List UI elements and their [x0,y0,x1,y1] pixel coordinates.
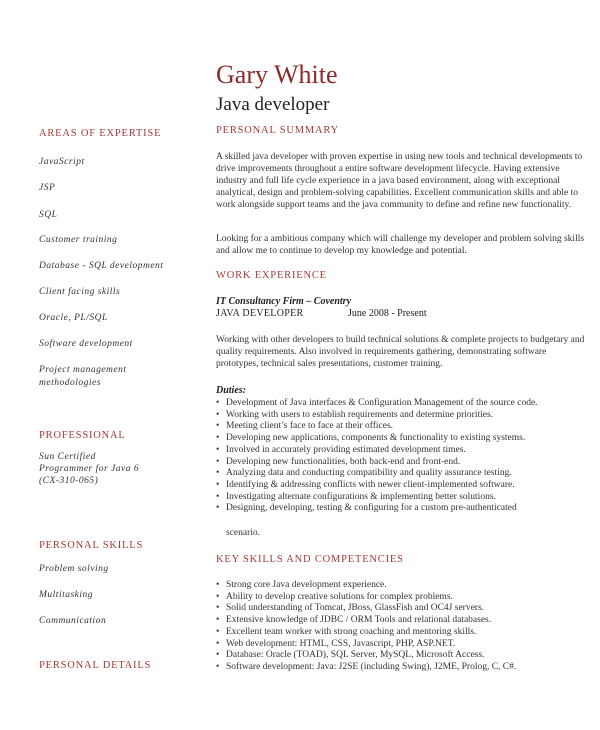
company-name: IT Consultancy Firm – Coventry [216,296,352,307]
job-dates: June 2008 - Present [348,308,427,319]
skill-item: • Web development: HTML, CSS, Javascript, PHP, ASP.NET. [216,639,596,651]
duty-item: • Developing new functionalities, both back-end and front-end. [216,457,596,469]
skill-item: • Database: Oracle (TOAD), SQL Server, MySQL, Microsoft Access. [216,650,596,662]
summary-paragraph: Looking for a ambitious company which will challenge my developer and problem solving skills and allow me to continue to develop my knowledge and potential. [216,234,585,256]
skill-item: • Ability to develop creative solutions for complex problems. [216,592,596,604]
summary-heading: PERSONAL SUMMARY [216,125,339,136]
professional-item: (CX-310-065) [39,476,99,486]
expertise-heading: AREAS OF EXPERTISE [39,128,162,139]
skill-item: • Excellent team worker with strong coaching and mentoring skills. [216,627,596,639]
skills-list [216,580,596,674]
skill-item: • Solid understanding of Tomcat, JBoss, GlassFish and OC4J servers. [216,603,596,615]
expertise-item: Oracle, PL/SQL [39,313,108,323]
duty-item: • Investigating alternate configurations & implementing better solutions. [216,492,596,504]
expertise-item: Client facing skills [39,287,121,297]
personal-skill-item: Communication [39,616,107,626]
resume-name: Gary White [216,60,338,89]
duty-item: • Working with users to establish requirements and determine priorities. [216,410,596,422]
professional-item: Programmer for Java 6 [39,464,140,474]
job-description: Working with other developers to build technical solutions & complete projects to budgetary and quality requirements. Also involved in requirements gathering, demonstrating software prototypes, technical sales presentations, customer training. [216,335,585,369]
expertise-item: Database - SQL development [39,261,164,271]
duty-item: • Designing, developing, testing & configuring for a custom pre-authenticated [216,503,596,515]
expertise-item: JavaScript [39,157,85,167]
expertise-item: methodologies [39,378,101,388]
personal-skill-item: Multitasking [39,590,94,600]
duty-item: • Development of Java interfaces & Configuration Management of the source code. [216,398,596,410]
job-role: JAVA DEVELOPER [216,308,304,319]
skill-item: • Extensive knowledge of JDBC / ORM Tools and relational databases. [216,615,596,627]
professional-item: Sun Certified [39,452,96,462]
personal-skills-heading: PERSONAL SKILLS [39,540,144,551]
personal-details-heading: PERSONAL DETAILS [39,660,152,671]
skills-heading: KEY SKILLS AND COMPETENCIES [216,554,404,565]
duties-list [216,398,596,515]
expertise-item: JSP [39,183,56,193]
summary-paragraph: A skilled java developer with proven expertise in using new tools and technical developments to drive improvements throughout a entire software development lifecycle. Having extensive industry and full life cycle experience in a java based environment, along with exceptional analytical, design and problem-solving capabilities. Excellent communication skills and able to work alongside support teams and the java community to define and refine new functionality. [216,152,583,210]
duty-item: • Developing new applications, components & functionality to existing systems. [216,433,596,445]
duty-item: • Involved in accurately providing estimated development times. [216,445,596,457]
skill-item: • Software development: Java: J2SE (including Swing), J2ME, Prolog, C, C#. [216,662,596,674]
duties-label: Duties: [216,385,246,396]
expertise-item: SQL [39,210,58,220]
duty-item: • Analyzing data and conducting compatibility and quality assurance testing. [216,468,596,480]
duty-item-continuation: scenario. [226,528,261,538]
skill-item: • Strong core Java development experience. [216,580,596,592]
experience-heading: WORK EXPERIENCE [216,270,327,281]
expertise-item: Software development [39,339,133,349]
personal-skill-item: Problem solving [39,564,109,574]
expertise-item: Project management [39,365,127,375]
duty-item: • Identifying & addressing conflicts with newer client-implemented software. [216,480,596,492]
expertise-item: Customer training [39,235,118,245]
professional-heading: PROFESSIONAL [39,430,126,441]
duty-item: • Meeting client’s face to face at their offices. [216,421,596,433]
resume-job-title: Java developer [216,94,330,115]
